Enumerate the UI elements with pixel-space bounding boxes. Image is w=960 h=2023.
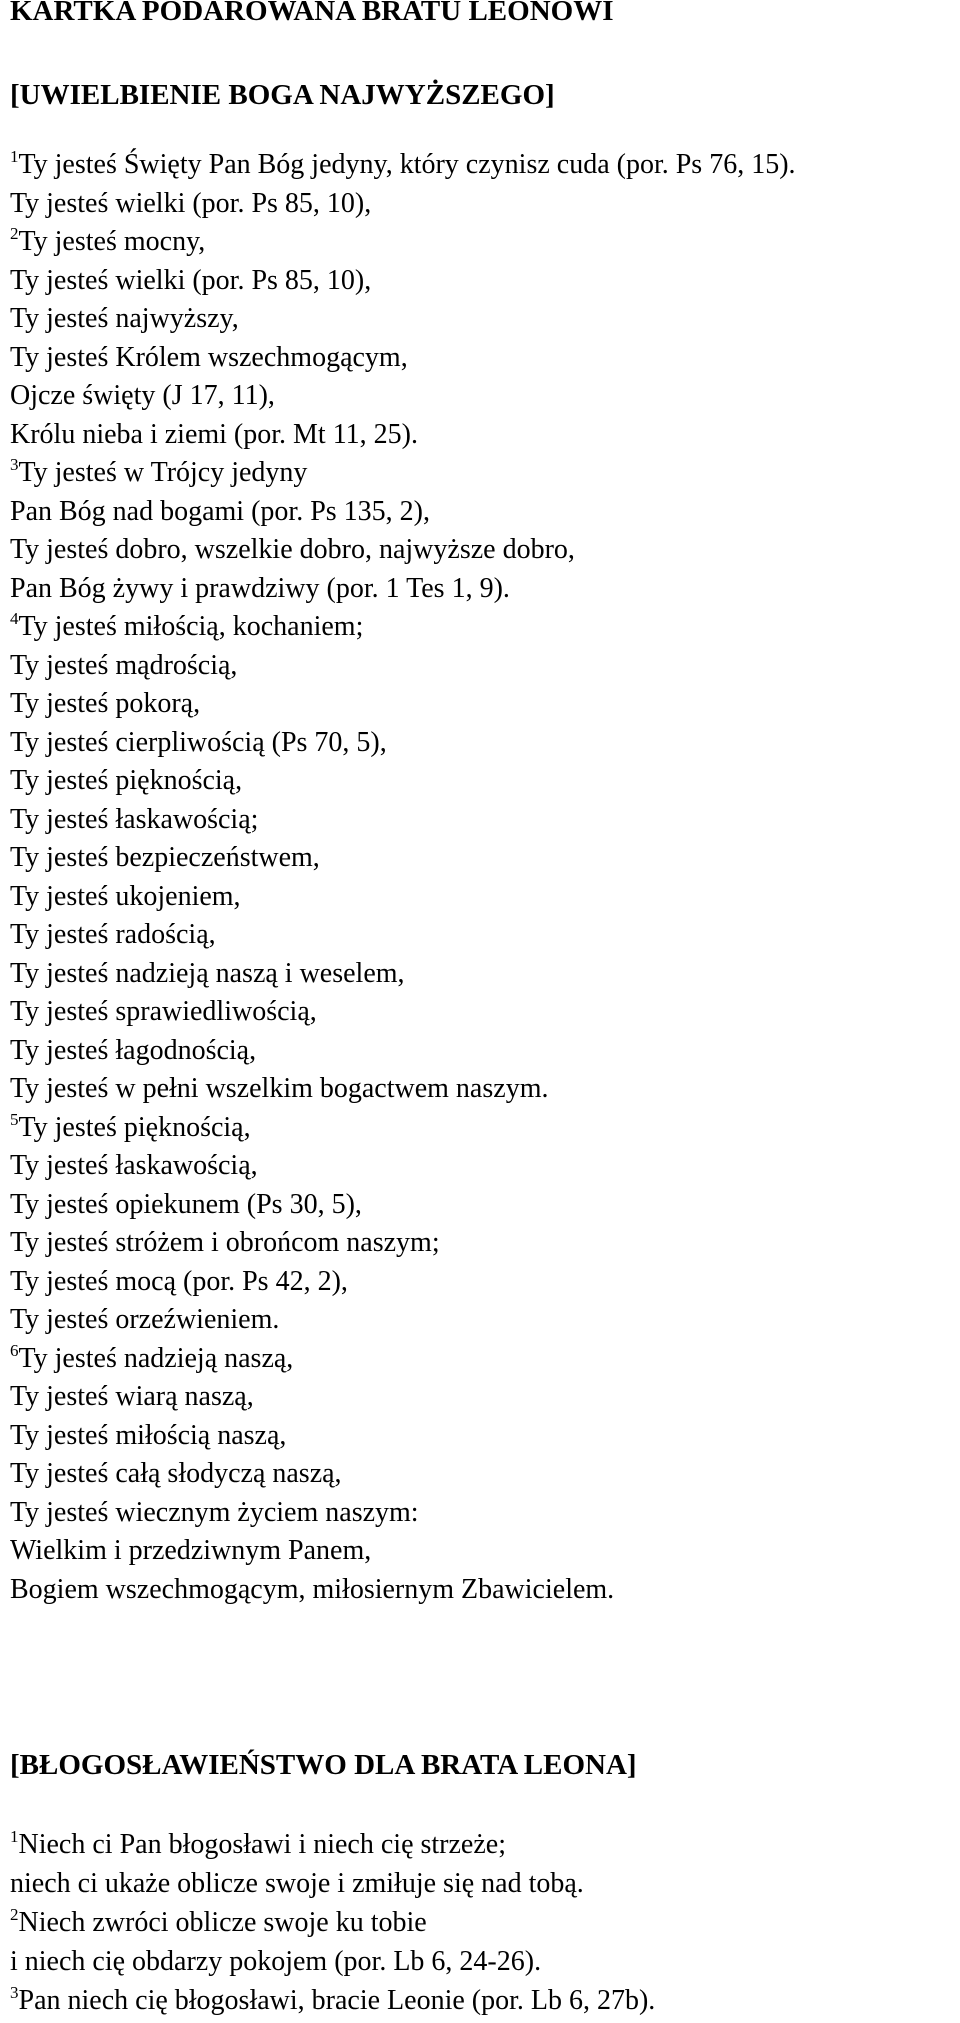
text-line (10, 1378, 796, 1417)
text-line (10, 262, 796, 301)
text-line (10, 608, 796, 647)
line-text: Ty jesteś mocą (por. Ps 42, 2), (10, 1265, 348, 1297)
line-text: Ty jesteś mądrością, (10, 649, 238, 681)
line-text: Ty jesteś najwyższy, (10, 303, 239, 334)
line-text: i niech cię obdarzy pokojem (por. Lb 6, 24-26). (10, 1946, 542, 1977)
text-line (10, 1301, 796, 1340)
text-line (10, 1032, 796, 1071)
line-text: Ty jesteś orzeźwieniem. (10, 1304, 280, 1335)
line-text: Pan Bóg żywy i prawdziwy (por. 1 Tes 1, 9). (10, 572, 510, 604)
line-text: Ty jesteś nadzieją naszą, (18, 1342, 294, 1374)
verse-number: 5 (10, 1109, 19, 1129)
line-text: Ty jesteś pokorą, (10, 688, 201, 719)
text-line (10, 1903, 655, 1942)
line-text: Ty jesteś wiecznym życiem naszym: (10, 1496, 419, 1528)
line-text: Ty jesteś pięknością, (10, 765, 243, 796)
text-line (10, 955, 796, 994)
blessing-text (10, 1825, 655, 2020)
line-text: Królu nieba i ziemi (por. Mt 11, 25). (10, 418, 418, 450)
line-text: Ty jesteś nadzieją naszą i weselem, (10, 957, 405, 989)
verse-number: 3 (10, 1983, 19, 2002)
section-heading-blessing: [BŁOGOSŁAWIEŃSTWO DLA BRATA LEONA] (10, 1749, 637, 1781)
line-text: Ty jesteś radością, (10, 919, 216, 950)
text-line (10, 1147, 796, 1186)
text-line (10, 1070, 796, 1109)
line-text: Ty jesteś cierpliwością (Ps 70, 5), (10, 726, 387, 758)
verse-number: 1 (10, 1827, 19, 1846)
text-line (10, 339, 796, 378)
line-text: Ty jesteś stróżem i obrońcom naszym; (10, 1227, 440, 1258)
verse-number: 3 (10, 455, 19, 474)
line-text: Ty jesteś Święty Pan Bóg jedyny, który czynisz cuda (por. Ps 76, 15). (18, 149, 796, 180)
text-line (10, 724, 796, 763)
text-line (10, 185, 796, 224)
line-text: Ty jesteś całą słodyczą naszą, (10, 1458, 342, 1489)
line-text: Ty jesteś miłością naszą, (10, 1419, 287, 1451)
line-text: Ty jesteś mocny, (18, 226, 206, 257)
text-line (10, 1864, 655, 1903)
line-text: Niech ci Pan błogosławi i niech cię strzeże; (18, 1829, 506, 1860)
verse-number: 2 (10, 1905, 19, 1924)
text-line (10, 223, 796, 262)
line-text: Bogiem wszechmogącym, miłosiernym Zbawicielem. (10, 1573, 615, 1605)
text-line (10, 1494, 796, 1533)
line-text: Ty jesteś sprawiedliwością, (10, 996, 317, 1027)
text-line (10, 1186, 796, 1225)
line-text: Ty jesteś w Trójcy jedyny (18, 457, 308, 488)
line-text: Ojcze święty (J 17, 11), (10, 380, 275, 411)
text-line (10, 1224, 796, 1263)
text-line (10, 377, 796, 416)
text-line (10, 1263, 796, 1302)
text-line (10, 570, 796, 609)
text-line (10, 1571, 796, 1610)
line-text: Ty jesteś miłością, kochaniem; (18, 611, 364, 642)
text-line (10, 1825, 655, 1864)
praises-text (10, 146, 796, 1609)
line-text: Ty jesteś łagodnością, (10, 1034, 257, 1066)
text-line (10, 1532, 796, 1571)
line-text: Ty jesteś bezpieczeństwem, (10, 842, 320, 873)
text-line (10, 1981, 655, 2020)
text-line (10, 146, 796, 185)
line-text: Ty jesteś dobro, wszelkie dobro, najwyższe dobro, (10, 534, 575, 565)
line-text: Ty jesteś łaskawością, (10, 1150, 258, 1181)
text-line (10, 416, 796, 455)
text-line (10, 300, 796, 339)
line-text: Ty jesteś Królem wszechmogącym, (10, 341, 408, 373)
document-title: KARTKA PODAROWANA BRATU LEONOWI (10, 0, 614, 27)
text-line (10, 916, 796, 955)
text-line (10, 1455, 796, 1494)
line-text: Ty jesteś w pełni wszelkim bogactwem naszym. (10, 1073, 549, 1104)
line-text: Niech zwróci oblicze swoje ku tobie (18, 1907, 427, 1938)
text-line (10, 1942, 655, 1981)
text-line (10, 878, 796, 917)
text-line (10, 1417, 796, 1456)
text-line (10, 801, 796, 840)
text-line (10, 647, 796, 686)
line-text: Ty jesteś wielki (por. Ps 85, 10), (10, 264, 372, 296)
text-line (10, 1340, 796, 1379)
verse-number: 4 (10, 609, 19, 628)
text-line (10, 493, 796, 532)
line-text: Ty jesteś łaskawością; (10, 803, 259, 835)
text-line (10, 685, 796, 724)
text-line (10, 531, 796, 570)
line-text: Wielkim i przedziwnym Panem, (10, 1535, 372, 1566)
verse-number: 1 (10, 147, 19, 166)
line-text: Pan Bóg nad bogami (por. Ps 135, 2), (10, 495, 430, 527)
line-text: Ty jesteś wiarą naszą, (10, 1381, 254, 1412)
text-line (10, 1109, 796, 1148)
line-text: Ty jesteś opiekunem (Ps 30, 5), (10, 1188, 362, 1220)
line-text: Pan niech cię błogosławi, bracie Leonie (por. Lb 6, 27b). (18, 1985, 656, 2016)
text-line (10, 993, 796, 1032)
verse-number: 6 (10, 1340, 19, 1360)
line-text: Ty jesteś ukojeniem, (10, 880, 241, 912)
text-line (10, 454, 796, 493)
text-line (10, 839, 796, 878)
line-text: Ty jesteś wielki (por. Ps 85, 10), (10, 187, 372, 219)
text-line (10, 762, 796, 801)
section-heading-praises: [UWIELBIENIE BOGA NAJWYŻSZEGO] (10, 79, 555, 111)
line-text: Ty jesteś pięknością, (18, 1111, 251, 1143)
verse-number: 2 (10, 224, 19, 243)
line-text: niech ci ukaże oblicze swoje i zmiłuje się nad tobą. (10, 1868, 584, 1899)
